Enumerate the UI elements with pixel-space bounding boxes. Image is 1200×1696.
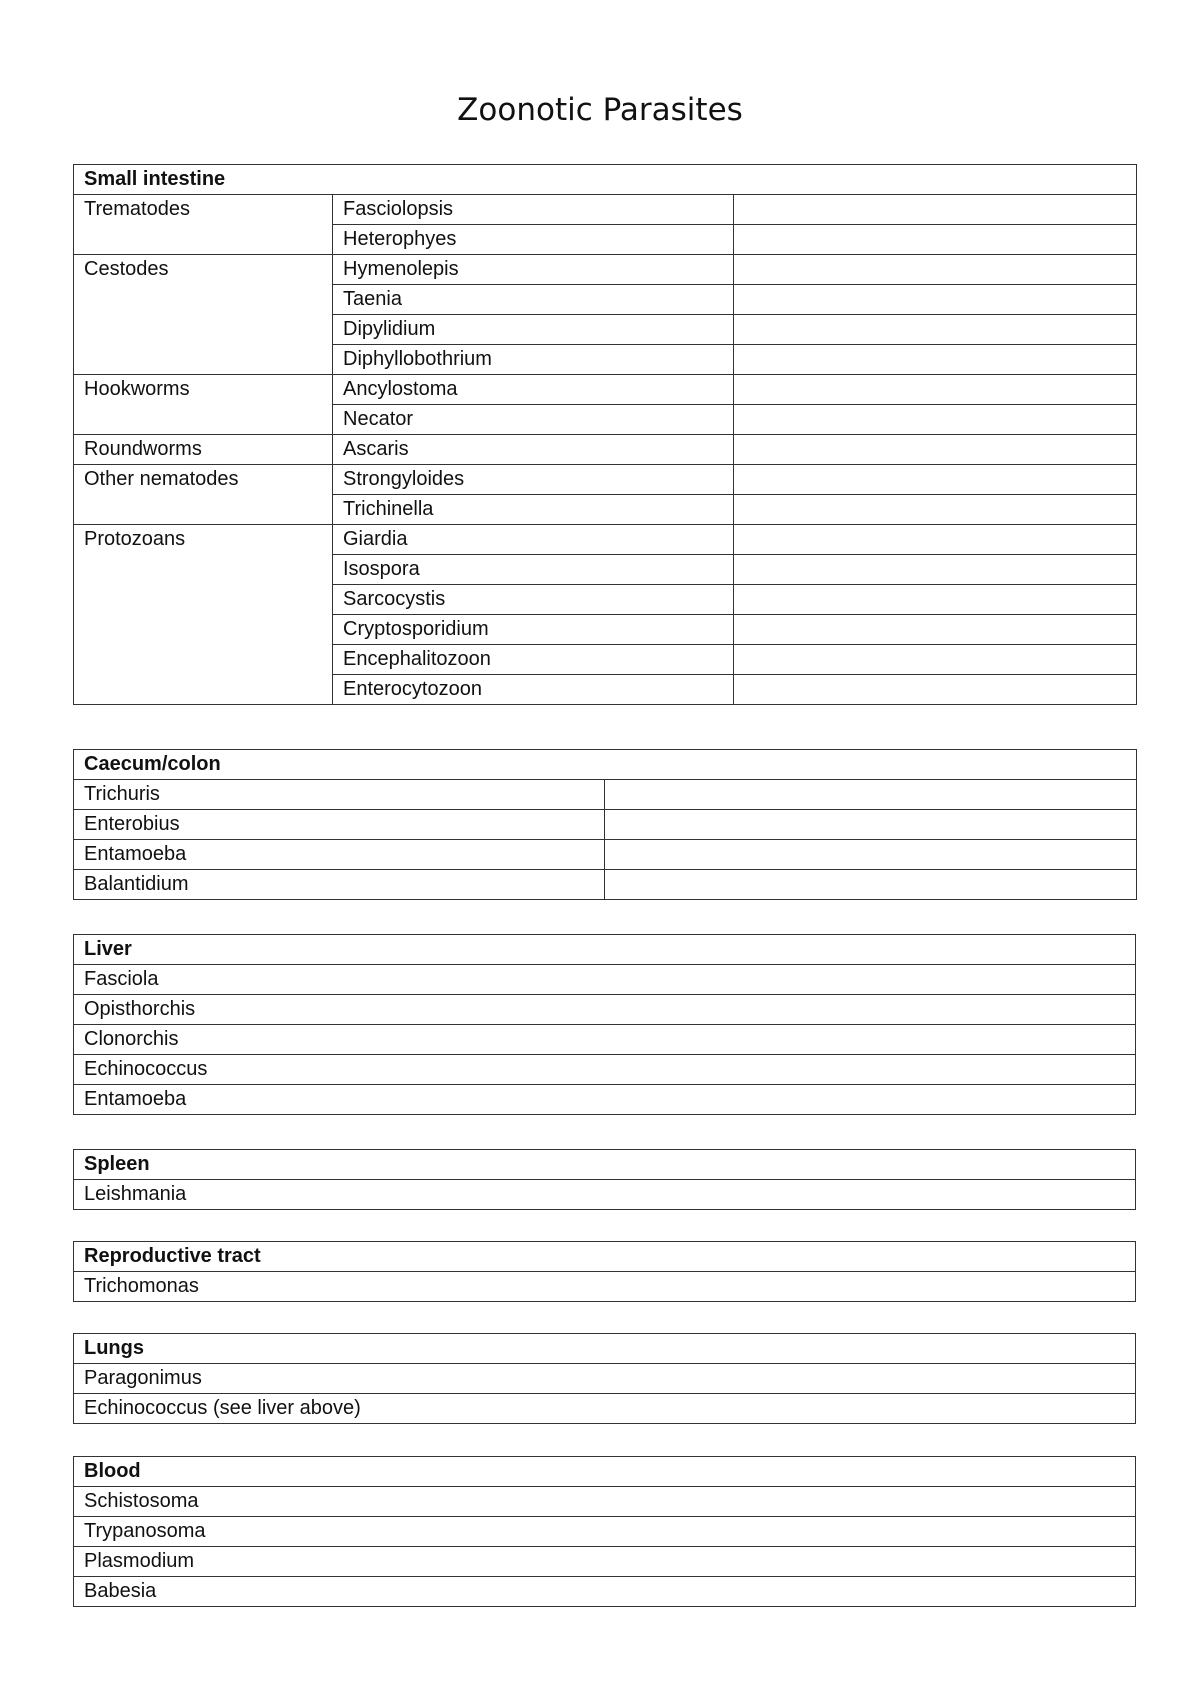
parasite-name: Entamoeba [74, 840, 605, 870]
table-row [74, 195, 1137, 225]
lungs-table [73, 1333, 1136, 1424]
empty-cell [605, 810, 1137, 840]
parasite-name: Necator [333, 405, 734, 435]
parasite-name: Trichinella [333, 495, 734, 525]
table-row [74, 1577, 1136, 1607]
section-header: Small intestine [74, 165, 1137, 195]
section-header: Spleen [74, 1150, 1136, 1180]
caecum-colon-table [73, 749, 1137, 900]
table-row [74, 525, 1137, 555]
section-header: Blood [74, 1457, 1136, 1487]
parasite-name: Strongyloides [333, 465, 734, 495]
parasite-name: Heterophyes [333, 225, 734, 255]
parasite-name: Schistosoma [74, 1487, 1136, 1517]
small-intestine-table [73, 164, 1137, 705]
empty-cell [734, 225, 1137, 255]
table-row [74, 1364, 1136, 1394]
empty-cell [734, 585, 1137, 615]
spleen-table [73, 1149, 1136, 1210]
parasite-name: Entamoeba [74, 1085, 1136, 1115]
empty-cell [734, 255, 1137, 285]
table-row [74, 810, 1137, 840]
page-title: Zoonotic Parasites [457, 92, 743, 128]
parasite-name: Fasciolopsis [333, 195, 734, 225]
empty-cell [734, 525, 1137, 555]
empty-cell [734, 465, 1137, 495]
parasite-name: Echinococcus (see liver above) [74, 1394, 1136, 1424]
parasite-name: Echinococcus [74, 1055, 1136, 1085]
parasite-name: Balantidium [74, 870, 605, 900]
liver-table [73, 934, 1136, 1115]
empty-cell [605, 780, 1137, 810]
table-header-row [74, 750, 1137, 780]
table-row [74, 995, 1136, 1025]
parasite-name: Giardia [333, 525, 734, 555]
empty-cell [734, 375, 1137, 405]
empty-cell [734, 345, 1137, 375]
parasite-name: Dipylidium [333, 315, 734, 345]
section-header: Lungs [74, 1334, 1136, 1364]
table-header-row [74, 1457, 1136, 1487]
parasite-name: Ancylostoma [333, 375, 734, 405]
parasite-name: Cryptosporidium [333, 615, 734, 645]
section-header: Reproductive tract [74, 1242, 1136, 1272]
table-header-row [74, 1150, 1136, 1180]
empty-cell [734, 645, 1137, 675]
table-row [74, 780, 1137, 810]
table-row [74, 375, 1137, 405]
parasite-name: Leishmania [74, 1180, 1136, 1210]
table-row [74, 1517, 1136, 1547]
section-header: Caecum/colon [74, 750, 1137, 780]
table-row [74, 1394, 1136, 1424]
parasite-name: Sarcocystis [333, 585, 734, 615]
empty-cell [734, 555, 1137, 585]
table-row [74, 1487, 1136, 1517]
empty-cell [734, 195, 1137, 225]
parasite-name: Enterocytozoon [333, 675, 734, 705]
section-header: Liver [74, 935, 1136, 965]
parasite-name: Clonorchis [74, 1025, 1136, 1055]
parasite-name: Hymenolepis [333, 255, 734, 285]
table-header-row [74, 1242, 1136, 1272]
parasite-name: Enterobius [74, 810, 605, 840]
parasite-name: Trichuris [74, 780, 605, 810]
group-label: Trematodes [74, 195, 333, 255]
parasite-name: Babesia [74, 1577, 1136, 1607]
empty-cell [605, 870, 1137, 900]
empty-cell [734, 615, 1137, 645]
table-row [74, 255, 1137, 285]
empty-cell [734, 285, 1137, 315]
parasite-name: Encephalitozoon [333, 645, 734, 675]
table-header-row [74, 1334, 1136, 1364]
table-row [74, 1025, 1136, 1055]
parasite-name: Plasmodium [74, 1547, 1136, 1577]
table-row [74, 465, 1137, 495]
table-row [74, 965, 1136, 995]
table-row [74, 1085, 1136, 1115]
parasite-name: Opisthorchis [74, 995, 1136, 1025]
parasite-name: Paragonimus [74, 1364, 1136, 1394]
blood-table [73, 1456, 1136, 1607]
empty-cell [734, 435, 1137, 465]
empty-cell [734, 495, 1137, 525]
empty-cell [734, 315, 1137, 345]
parasite-name: Isospora [333, 555, 734, 585]
parasite-name: Trypanosoma [74, 1517, 1136, 1547]
parasite-name: Trichomonas [74, 1272, 1136, 1302]
table-row [74, 840, 1137, 870]
group-label: Other nematodes [74, 465, 333, 525]
table-header-row [74, 165, 1137, 195]
table-row [74, 870, 1137, 900]
empty-cell [734, 405, 1137, 435]
group-label: Roundworms [74, 435, 333, 465]
table-row [74, 1180, 1136, 1210]
reproductive-tract-table [73, 1241, 1136, 1302]
table-row [74, 1272, 1136, 1302]
parasite-name: Ascaris [333, 435, 734, 465]
parasite-name: Diphyllobothrium [333, 345, 734, 375]
empty-cell [605, 840, 1137, 870]
group-label: Cestodes [74, 255, 333, 375]
parasite-name: Fasciola [74, 965, 1136, 995]
table-row [74, 435, 1137, 465]
table-header-row [74, 935, 1136, 965]
parasite-name: Taenia [333, 285, 734, 315]
empty-cell [734, 675, 1137, 705]
group-label: Protozoans [74, 525, 333, 705]
table-row [74, 1547, 1136, 1577]
table-row [74, 1055, 1136, 1085]
group-label: Hookworms [74, 375, 333, 435]
